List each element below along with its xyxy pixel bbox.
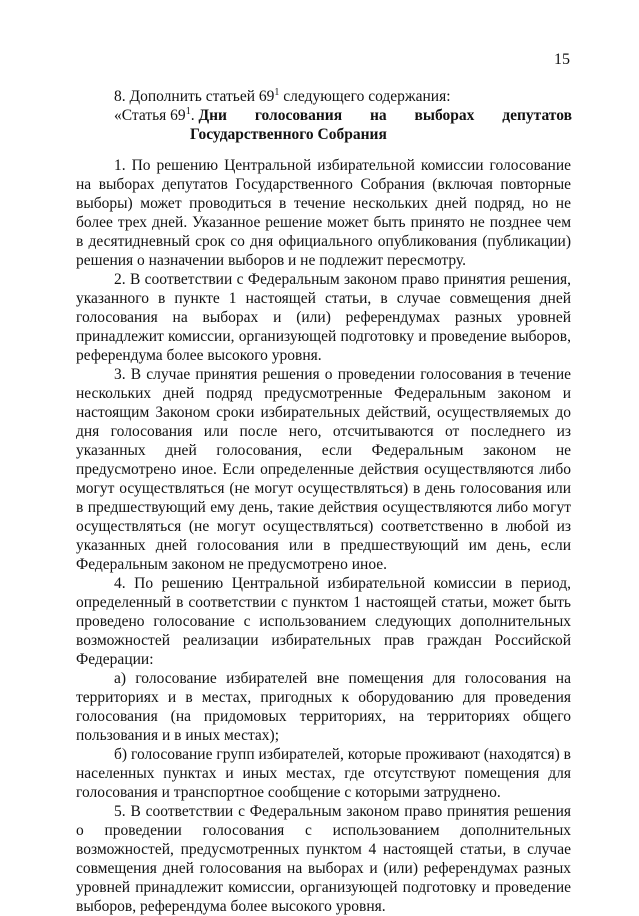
article-title-word: депутатов <box>502 107 572 124</box>
amendment-intro <box>114 87 451 106</box>
article-prefix: «Статья 69 <box>114 107 186 124</box>
article-body <box>76 156 571 916</box>
paragraph-4: 4. По решению Центральной избирательной комиссии в период, определенный в соответствии с пунктом 1 настоящей статьи, может быть проведено голосование с использованием следующих дополнительных возможностей реализации избирательных прав граждан Российской Федерации: <box>76 575 571 668</box>
article-title-word: на <box>369 107 387 124</box>
page-number: 15 <box>554 51 570 68</box>
subparagraph-a: а) голосование избирателей вне помещения для голосования на территориях и в местах, пригодных к оборудованию для проведения голосования (на придомовых территориях, на территориях общего пользования и в иных местах); <box>76 670 571 744</box>
article-title-word: выборах <box>414 107 475 124</box>
subparagraph-b: б) голосование групп избирателей, которые проживают (находятся) в населенных пунктах и иных местах, где отсутствуют помещения для голосования и транспортное сообщение с которыми затруднено. <box>76 746 571 801</box>
paragraph-1: 1. По решению Центральной избирательной комиссии голосование на выборах депутатов Государственного Собрания (включая повторные выборы) может проводиться в течение нескольких дней подряд, но не более трех дней. Указанное решение может быть принято не позднее чем в десятидневный срок со дня официального опубликования (публикации) решения о назначении выборов и не подлежит пересмотру. <box>76 157 571 269</box>
paragraph-2: 2. В соответствии с Федеральным законом право принятия решения, указанного в пункте 1 настоящей статьи, в случае совмещения дней голосования на выборах и (или) референдумах разных уровней принадлежит комиссии, организующей подготовку и проведение выборов, референдума более высокого уровня. <box>76 271 571 364</box>
intro-tail: следующего содержания: <box>279 88 451 105</box>
article-separator: . <box>190 107 199 124</box>
article-title-word: голосования <box>254 107 343 124</box>
article-title <box>114 106 572 144</box>
article-title-line-1 <box>114 106 572 125</box>
article-superscript: 1 <box>185 105 191 117</box>
article-heading <box>114 106 227 125</box>
article-title-word: Дни <box>198 107 227 124</box>
paragraph-3: 3. В случае принятия решения о проведении голосования в течение нескольких дней подряд предусмотренные Федеральным законом и настоящим Законом сроки избирательных действий, осуществляемых до дня голосования или после него, отсчитываются от последнего из указанных дней голосования, если Федеральным законом не предусмотрено иное. Если определенные действия осуществляются либо могут осуществляться (не могут осуществляться) в день голосования или в предшествующий ему день, такие действия осуществляются либо могут осуществляться (не могут осуществляться) соответственно в любой из указанных дней голосования или в предшествующий им день, если Федеральным законом не предусмотрено иное. <box>76 366 571 573</box>
intro-text: 8. Дополнить статьей 69 <box>114 88 275 105</box>
paragraph-5: 5. В соответствии с Федеральным законом право принятия решения о проведении голосования с использованием дополнительных возможностей, предусмотренных пунктом 4 настоящей статьи, в случае совмещения дней голосования на выборах и (или) референдумах разных уровней принадлежит комиссии, организующей подготовку и проведение выборов, референдума более высокого уровня. <box>76 803 571 915</box>
article-title-line-2: Государственного Собрания <box>190 126 387 143</box>
intro-superscript: 1 <box>274 86 280 98</box>
